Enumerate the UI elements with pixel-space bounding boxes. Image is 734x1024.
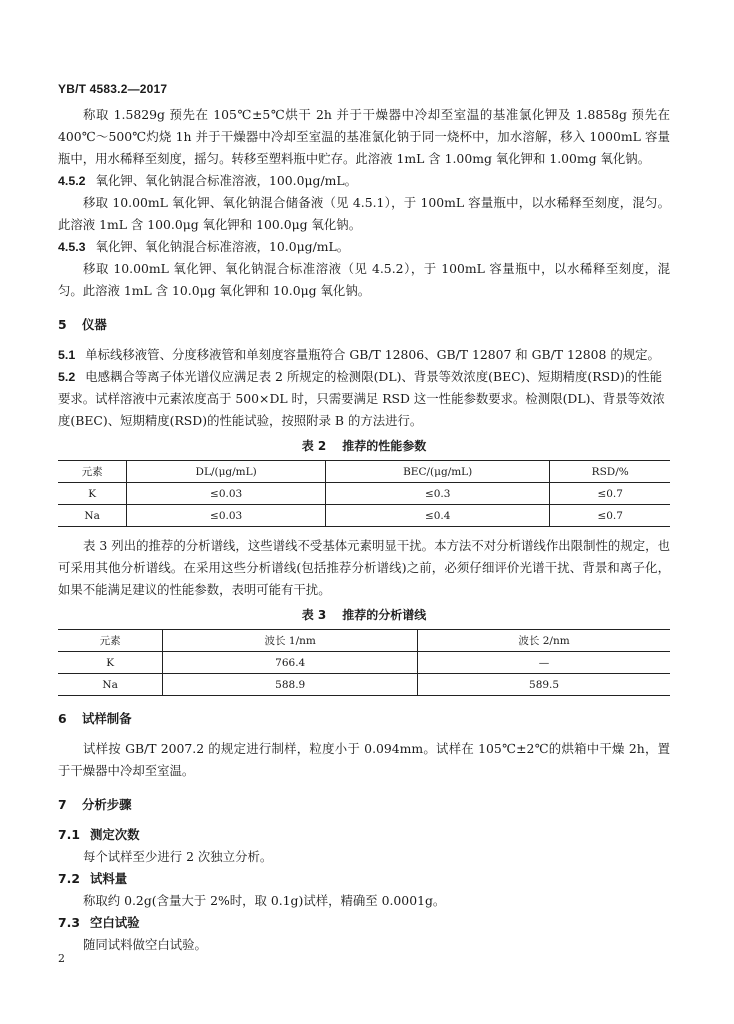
table-2-performance-parameters [58,460,670,527]
column-header: RSD/% [550,461,670,483]
clause-number: 4.5.3 [58,240,86,254]
table-cell: K [58,652,163,674]
column-header: DL/(μg/mL) [127,461,326,483]
column-header: 波长 2/nm [418,630,670,652]
clause-text: 单标线移液管、分度移液管和单刻度容量瓶符合 GB/T 12806、GB/T 12807 和 GB/T 12808 的规定。 [85,347,660,362]
table-row [58,674,670,696]
column-header: 元素 [58,630,163,652]
section-6-heading [58,708,670,730]
page-content [58,104,670,956]
standard-code-header: YB/T 4583.2—2017 [58,82,168,96]
clause-text: 电感耦合等离子体光谱仪应满足表 2 所规定的检测限(DL)、背景等效浓度(BEC)、短期精度(RSD)的性能要求。试样溶液中元素浓度高于 500×DL 时，只需要满足 RSD 这一性能参数要求。检测限(DL)、背景等效浓度(BEC)、短期精度(RSD)的性能试验，按照附录 B 的方法进行。 [58,369,665,428]
clause-4-5-2 [58,170,670,192]
table-cell: — [418,652,670,674]
table-cell: ≤0.03 [127,505,326,527]
stock-solution-paragraph: 称取 1.5829g 预先在 105℃±5℃烘干 2h 并于干燥器中冷却至室温的基准氯化钾及 1.8858g 预先在 400℃～500℃灼烧 1h 并于干燥器中冷却至室温的基准氯化钠于同一烧杯中，加水溶解，移入 1000mL 容量瓶中，用水稀释至刻度，摇匀。转移至塑料瓶中贮存。此溶液 1mL 含 1.00mg 氧化钾和 1.00mg 氧化钠。 [58,107,670,166]
clause-title: 空白试验 [89,915,140,930]
table-cell: Na [58,505,127,527]
table-2-title [58,436,670,456]
table-cell: Na [58,674,163,696]
clause-number: 4.5.2 [58,174,86,188]
table-header-row [58,630,670,652]
table-cell: K [58,483,127,505]
section-title: 试样制备 [82,711,132,726]
clause-number: 5.2 [58,370,76,384]
clause-5-1 [58,344,670,366]
table-cell: ≤0.7 [550,505,670,527]
clause-title: 氧化钾、氧化钠混合标准溶液，10.0μg/mL。 [95,239,350,254]
table-cell: ≤0.03 [127,483,326,505]
clause-4-5-3-paragraph: 移取 10.00mL 氧化钾、氧化钠混合标准溶液（见 4.5.2），于 100mL 容量瓶中，以水稀释至刻度，混匀。此溶液 1mL 含 10.0μg 氧化钾和 10.0μg 氧化钠。 [58,261,670,298]
table-3-analytical-lines [58,629,670,696]
clause-7-2-text: 称取约 0.2g(含量大于 2%时，取 0.1g)试样，精确至 0.0001g。 [83,893,446,908]
table-cell: ≤0.7 [550,483,670,505]
table-caption: 推荐的分析谱线 [342,608,427,622]
section-number: 6 [58,711,67,726]
table-3-intro-paragraph: 表 3 列出的推荐的分析谱线，这些谱线不受基体元素明显干扰。本方法不对分析谱线作出限制性的规定，也可采用其他分析谱线。在采用这些分析谱线(包括推荐分析谱线)之前，必须仔细评价光谱干扰、背景和离子化，如果不能满足建议的性能参数，表明可能有干扰。 [58,538,670,597]
clause-7-3-heading [58,912,670,934]
clause-7-1-heading [58,824,670,846]
clause-7-3-text: 随同试料做空白试验。 [83,937,207,952]
column-header: 波长 1/nm [163,630,418,652]
clause-5-2 [58,366,670,432]
table-row [58,505,670,527]
table-header-row [58,461,670,483]
table-label: 表 3 [301,608,327,622]
clause-number: 7.2 [58,871,80,886]
clause-number: 5.1 [58,348,76,362]
section-7-heading [58,794,670,816]
section-number: 5 [58,317,67,332]
clause-title: 氧化钾、氧化钠混合标准溶液，100.0μg/mL。 [95,173,358,188]
clause-4-5-3 [58,236,670,258]
table-cell: ≤0.4 [325,505,549,527]
section-6-paragraph: 试样按 GB/T 2007.2 的规定进行制样，粒度小于 0.094mm。试样在 105℃±2℃的烘箱中干燥 2h，置于干燥器中冷却至室温。 [58,741,670,778]
section-number: 7 [58,797,67,812]
section-title: 仪器 [82,317,107,332]
clause-number: 7.3 [58,915,80,930]
table-label: 表 2 [301,439,327,453]
clause-title: 试料量 [89,871,128,886]
clause-4-5-2-paragraph: 移取 10.00mL 氧化钾、氧化钠混合储备液（见 4.5.1），于 100mL 容量瓶中，以水稀释至刻度，混匀。此溶液 1mL 含 100.0μg 氧化钾和 100.0μg 氧化钠。 [58,195,670,232]
section-5-heading [58,314,670,336]
clause-number: 7.1 [58,827,80,842]
clause-7-2-heading [58,868,670,890]
section-title: 分析步骤 [82,797,132,812]
clause-title: 测定次数 [89,827,140,842]
table-cell: ≤0.3 [325,483,549,505]
clause-7-1-text: 每个试样至少进行 2 次独立分析。 [83,849,273,864]
table-cell: 588.9 [163,674,418,696]
table-3-title [58,605,670,625]
table-row [58,483,670,505]
column-header: BEC/(μg/mL) [325,461,549,483]
page-number: 2 [58,952,65,965]
table-caption: 推荐的性能参数 [342,439,427,453]
column-header: 元素 [58,461,127,483]
table-row [58,652,670,674]
table-cell: 589.5 [418,674,670,696]
table-cell: 766.4 [163,652,418,674]
